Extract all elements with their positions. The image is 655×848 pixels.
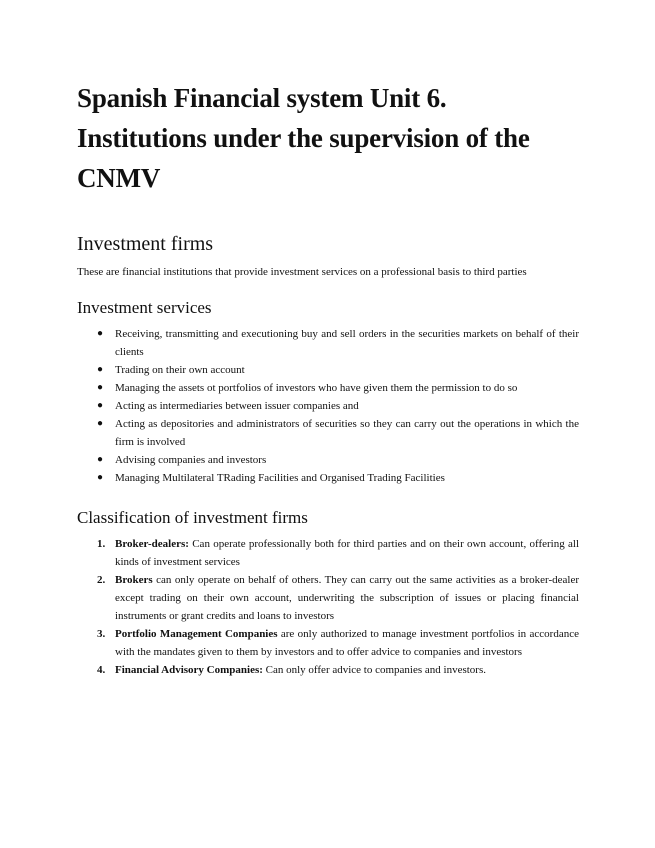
list-item-text: Trading on their own account — [115, 364, 245, 376]
list-item — [77, 379, 579, 397]
list-item-term: Financial Advisory Companies: — [115, 664, 263, 676]
section-heading-classification: Classification of investment firms — [77, 508, 308, 527]
list-item-text: Acting as depositories and administrators of securities so they can carry out the operations in which the firm is involved — [115, 418, 579, 448]
list-item-text: Managing the assets ot portfolios of investors who have given them the permission to do so — [115, 382, 518, 394]
list-item — [77, 625, 579, 661]
section-heading-investment-firms: Investment firms — [77, 233, 214, 255]
list-item-text: Receiving, transmitting and executioning buy and sell orders in the securities markets on behalf of their clients — [115, 328, 579, 358]
list-item — [77, 415, 579, 451]
list-item-text: Acting as intermediaries between issuer companies and — [115, 400, 359, 412]
list-item-text: Can operate professionally both for third parties and on their own account, offering all kinds of investment services — [115, 538, 579, 568]
bullet-icon: ● — [97, 418, 104, 429]
list-item — [77, 397, 579, 415]
classification-list — [77, 535, 579, 679]
list-item-text: can only operate on behalf of others. They can carry out the same activities as a broker-dealer except trading on their own account, underwriting the subscription of issues or placing financial instruments or grant credits and loans to investors — [115, 574, 579, 622]
bullet-icon: ● — [97, 454, 104, 465]
list-item-term: Brokers — [115, 574, 153, 586]
list-item — [77, 535, 579, 571]
document-title: Spanish Financial system Unit 6. Institutions under the supervision of the CNMV — [77, 83, 530, 193]
investment-services-list — [77, 325, 579, 487]
list-item — [77, 571, 579, 625]
bullet-icon: ● — [97, 328, 104, 339]
section-investment-firms — [77, 231, 579, 281]
bullet-icon: ● — [97, 364, 104, 375]
bullet-icon: ● — [97, 472, 104, 483]
section-investment-services — [77, 297, 579, 487]
list-item-term: Portfolio Management Companies — [115, 628, 278, 640]
list-item-term: Broker-dealers: — [115, 538, 189, 550]
list-item — [77, 661, 579, 679]
list-item-text: Managing Multilateral TRading Facilities and Organised Trading Facilities — [115, 472, 445, 484]
list-item-number: 2. — [97, 574, 106, 586]
list-item-number: 1. — [97, 538, 106, 550]
section-classification — [77, 507, 579, 679]
list-item — [77, 361, 579, 379]
list-item-number: 4. — [97, 664, 106, 676]
list-item-number: 3. — [97, 628, 106, 640]
document-content — [77, 78, 579, 679]
investment-firms-intro: These are financial institutions that provide investment services on a professional basis to third parties — [77, 266, 527, 278]
list-item-text: Can only offer advice to companies and investors. — [262, 664, 487, 676]
list-item-text: are only authorized to manage investment portfolios in accordance with the mandates given to them by investors and to offer advice to companies and investors — [115, 628, 579, 658]
list-item — [77, 451, 579, 469]
list-item — [77, 325, 579, 361]
list-item — [77, 469, 579, 487]
bullet-icon: ● — [97, 400, 104, 411]
list-item-text: Advising companies and investors — [115, 454, 267, 466]
section-heading-investment-services: Investment services — [77, 298, 212, 317]
bullet-icon: ● — [97, 382, 104, 393]
